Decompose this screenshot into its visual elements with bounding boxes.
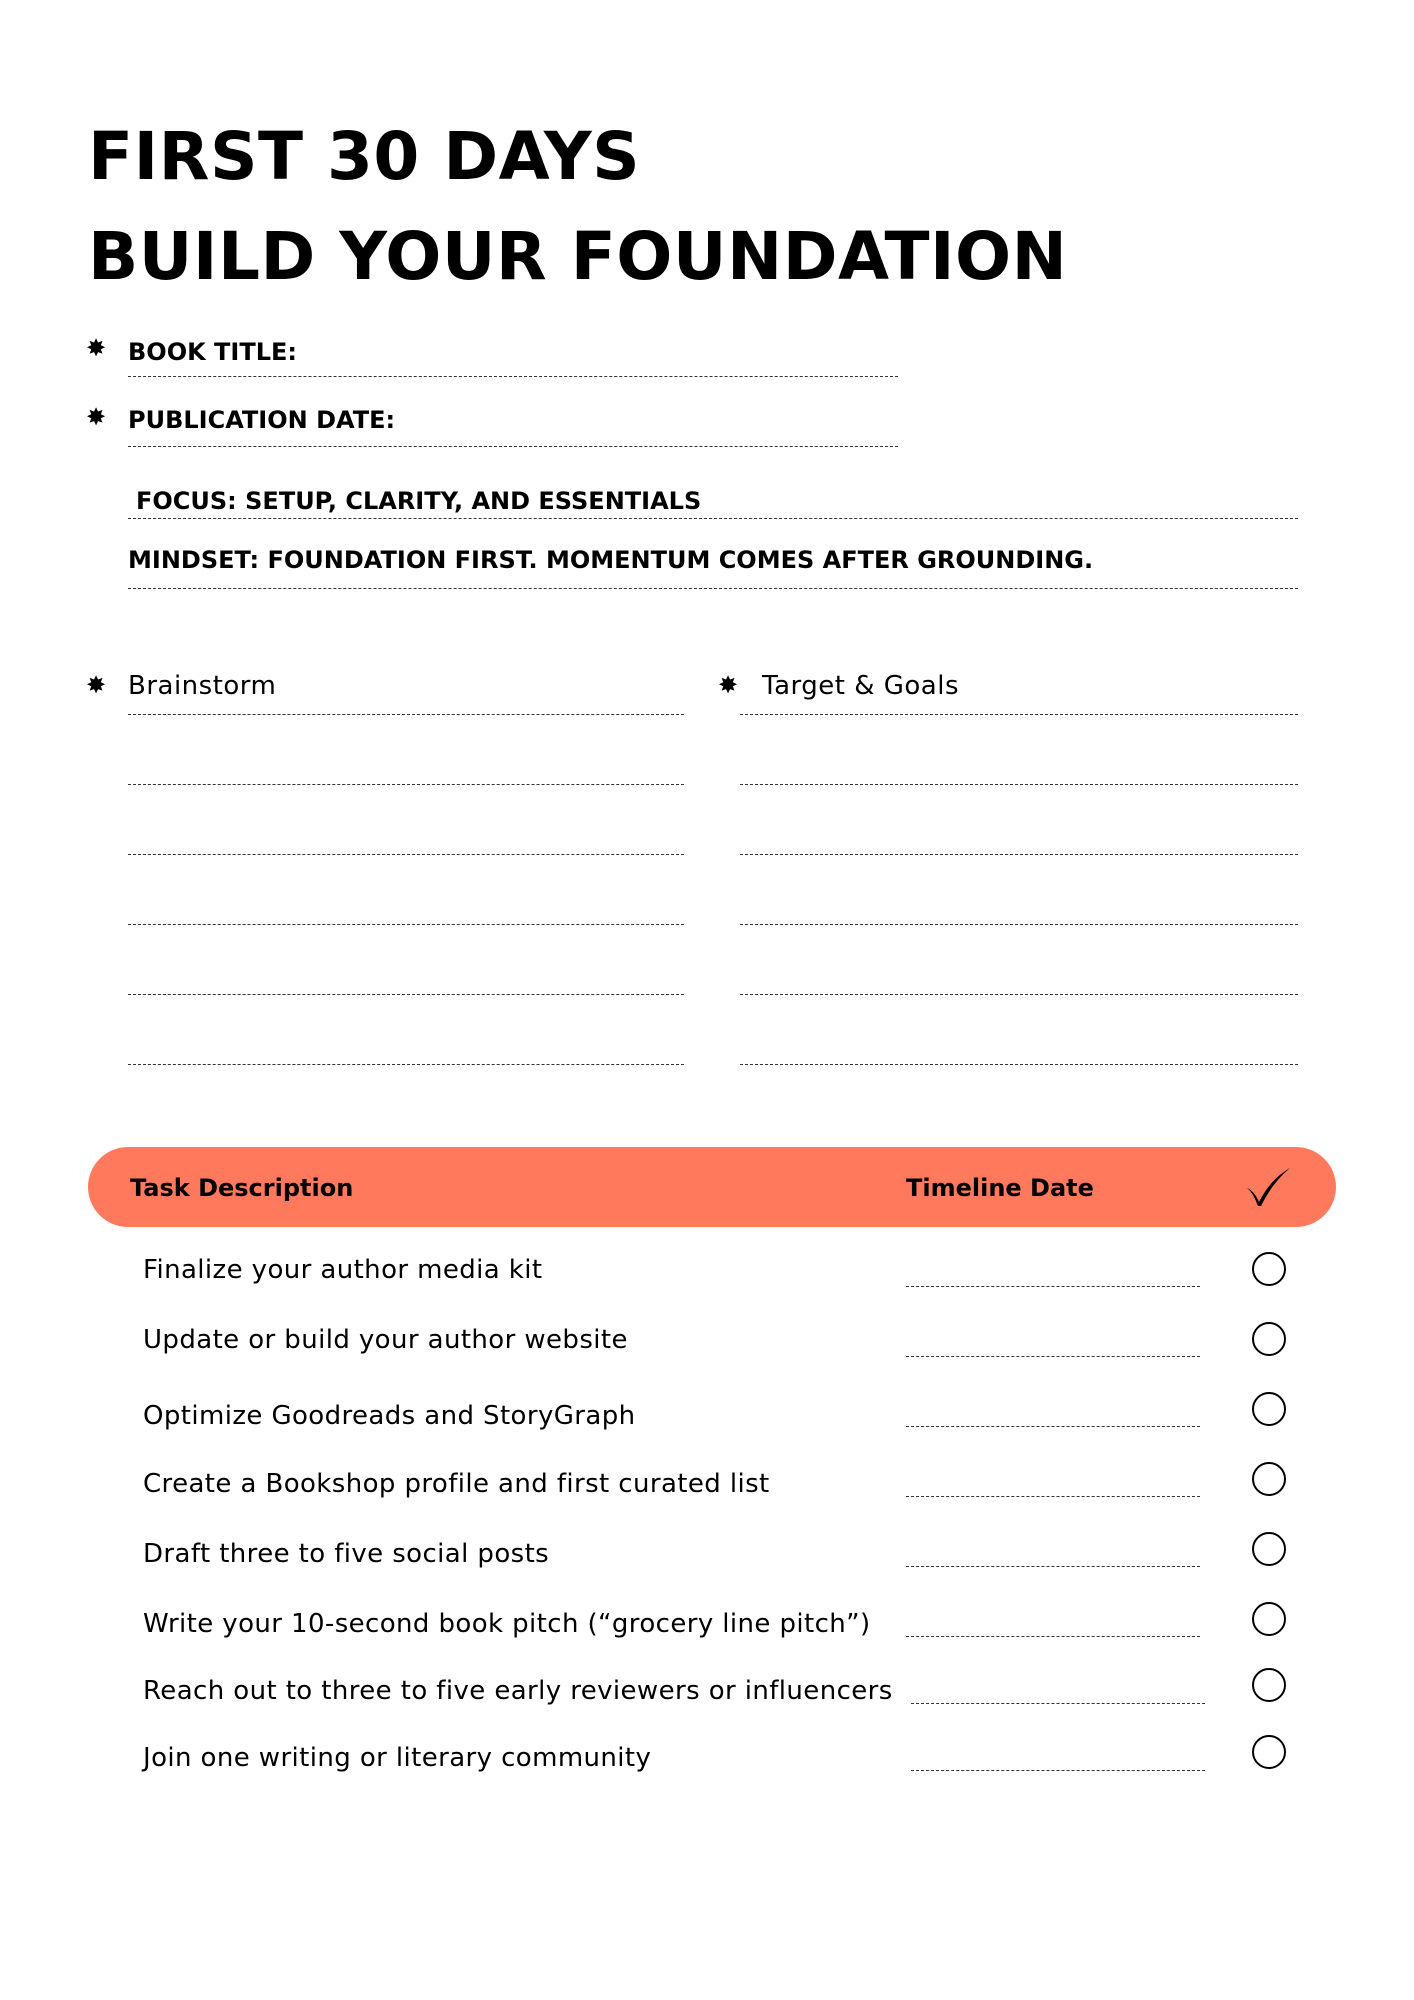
- starburst-bullet-icon: ✸: [86, 404, 107, 431]
- starburst-bullet-icon: ✸: [86, 335, 107, 362]
- book-title-input-line[interactable]: [128, 376, 898, 377]
- brainstorm-heading: Brainstorm: [128, 671, 277, 701]
- timeline-date-line[interactable]: [906, 1636, 1200, 1637]
- empty-circle-checkbox-icon[interactable]: [1252, 1462, 1286, 1496]
- brainstorm-line[interactable]: [128, 1064, 684, 1065]
- starburst-bullet-icon: ✸: [86, 672, 107, 699]
- target-goals-line[interactable]: [740, 854, 1298, 855]
- checkmark-icon: [1244, 1164, 1292, 1210]
- brainstorm-line[interactable]: [128, 994, 684, 995]
- page-subtitle: BUILD YOUR FOUNDATION: [88, 218, 1068, 295]
- timeline-date-line[interactable]: [906, 1356, 1200, 1357]
- task-description: Finalize your author media kit: [143, 1255, 543, 1285]
- target-goals-heading: Target & Goals: [762, 671, 959, 701]
- timeline-date-line[interactable]: [906, 1566, 1200, 1567]
- target-goals-line[interactable]: [740, 924, 1298, 925]
- task-description: Optimize Goodreads and StoryGraph: [143, 1401, 636, 1431]
- task-description: Reach out to three to five early reviewers or influencers: [143, 1676, 893, 1706]
- empty-circle-checkbox-icon[interactable]: [1252, 1602, 1286, 1636]
- brainstorm-line[interactable]: [128, 784, 684, 785]
- target-goals-line[interactable]: [740, 714, 1298, 715]
- focus-underline: [128, 518, 1298, 519]
- timeline-date-line[interactable]: [906, 1426, 1200, 1427]
- brainstorm-line[interactable]: [128, 854, 684, 855]
- timeline-date-line[interactable]: [906, 1496, 1200, 1497]
- empty-circle-checkbox-icon[interactable]: [1252, 1668, 1286, 1702]
- mindset-underline: [128, 588, 1298, 589]
- empty-circle-checkbox-icon[interactable]: [1252, 1532, 1286, 1566]
- task-description: Create a Bookshop profile and first curated list: [143, 1469, 770, 1499]
- starburst-bullet-icon: ✸: [718, 672, 739, 699]
- focus-text: FOCUS: SETUP, CLARITY, AND ESSENTIALS: [136, 487, 702, 515]
- page-title: FIRST 30 DAYS: [88, 118, 641, 195]
- book-title-label: BOOK TITLE:: [128, 338, 298, 366]
- empty-circle-checkbox-icon[interactable]: [1252, 1392, 1286, 1426]
- publication-date-label: PUBLICATION DATE:: [128, 406, 396, 434]
- header-task-description: Task Description: [130, 1174, 354, 1202]
- target-goals-line[interactable]: [740, 784, 1298, 785]
- task-description: Update or build your author website: [143, 1325, 628, 1355]
- empty-circle-checkbox-icon[interactable]: [1252, 1322, 1286, 1356]
- empty-circle-checkbox-icon[interactable]: [1252, 1252, 1286, 1286]
- brainstorm-line[interactable]: [128, 714, 684, 715]
- target-goals-line[interactable]: [740, 1064, 1298, 1065]
- timeline-date-line[interactable]: [906, 1286, 1200, 1287]
- mindset-text: MINDSET: FOUNDATION FIRST. MOMENTUM COMES AFTER GROUNDING.: [128, 546, 1094, 574]
- timeline-date-line[interactable]: [911, 1703, 1205, 1704]
- timeline-date-line[interactable]: [911, 1770, 1205, 1771]
- header-timeline-date: Timeline Date: [906, 1174, 1094, 1202]
- empty-circle-checkbox-icon[interactable]: [1252, 1735, 1286, 1769]
- target-goals-line[interactable]: [740, 994, 1298, 995]
- brainstorm-line[interactable]: [128, 924, 684, 925]
- publication-date-input-line[interactable]: [128, 446, 898, 447]
- task-description: Write your 10-second book pitch (“grocery line pitch”): [143, 1609, 871, 1639]
- task-description: Join one writing or literary community: [143, 1743, 652, 1773]
- task-description: Draft three to five social posts: [143, 1539, 550, 1569]
